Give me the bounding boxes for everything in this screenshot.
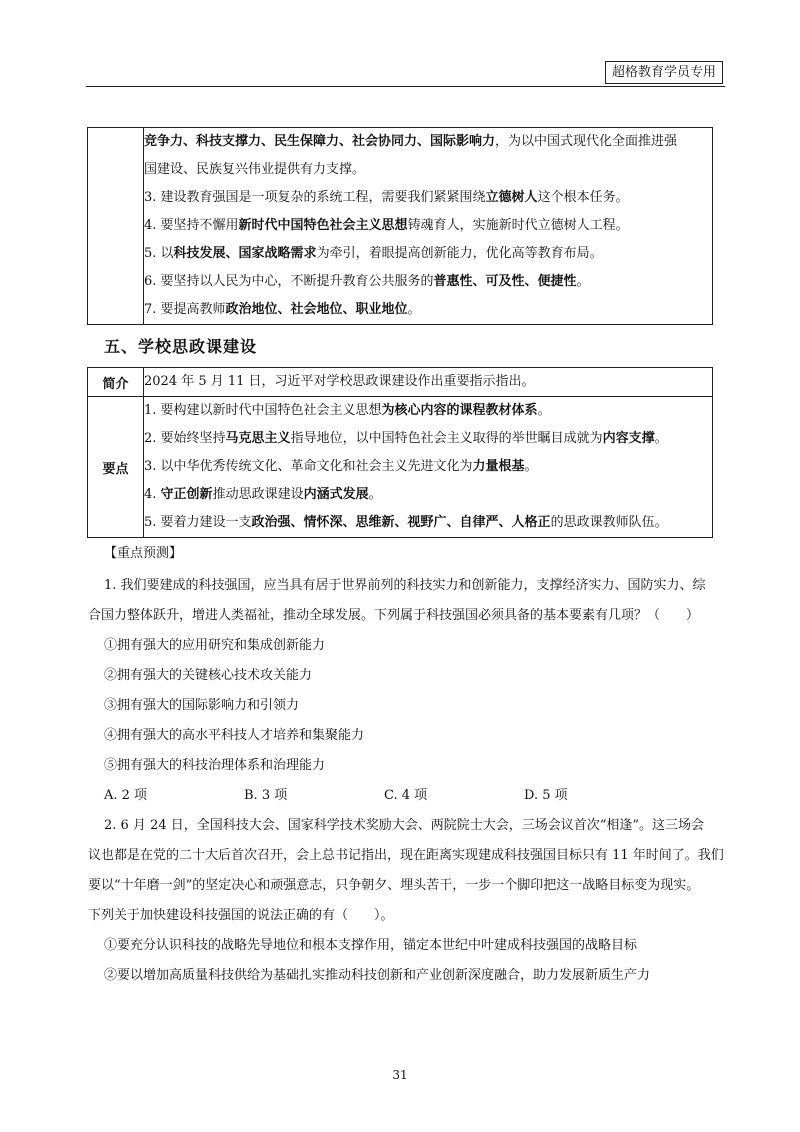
text: 推动思政课建设: [212, 487, 304, 502]
table1-content-cell: [144, 128, 713, 325]
forecast-title: 【重点预测】: [104, 546, 183, 561]
bold-text: 力量根基: [472, 459, 525, 474]
text: 3. 建设教育强国是一项复杂的系统工程，需要我们紧紧围绕: [144, 190, 486, 205]
q1-item: ①拥有强大的应用研究和集成创新能力: [104, 638, 326, 653]
bold-text: 新时代中国特色社会主义思想: [238, 218, 408, 233]
intro-label: 简介: [88, 368, 144, 397]
text: 3. 以中华优秀传统文化、革命文化和社会主义先进文化为: [144, 459, 473, 474]
table1-line: [144, 128, 712, 156]
table1-line: [144, 156, 712, 184]
q1-option-a: A. 2 项: [104, 788, 148, 803]
q1-stem-line1: 1. 我们要建成的科技强国，应当具有居于世界前列的科技实力和创新能力，支撑经济实力、国防实力、综: [104, 578, 706, 593]
text: 。: [576, 274, 590, 289]
q1-options: [88, 781, 728, 811]
bold-text: 政治地位、社会地位、职业地位: [225, 302, 408, 317]
bold-text: 普惠性、可及性、便捷性: [433, 274, 577, 289]
table1-line: [144, 184, 712, 212]
intro-text: 2024 年 5 月 11 日，习近平对学校思政课建设作出重要指示指出。: [144, 374, 535, 389]
table1-line: [144, 296, 712, 324]
question-1: [88, 571, 728, 811]
point-line: [144, 425, 712, 453]
text: 4.: [144, 487, 161, 502]
q1-item: ④拥有强大的高水平科技人才培养和集聚能力: [104, 728, 365, 743]
point-line: [144, 509, 712, 537]
ideology-course-table: [87, 367, 713, 538]
points-lines: [144, 397, 712, 537]
point-line: [144, 453, 712, 481]
bold-text: 为核心内容的课程教材体系: [381, 403, 538, 418]
bold-text: 守正创新: [160, 487, 213, 502]
bold-text: 马克思主义: [225, 431, 291, 446]
table1-line: [144, 240, 712, 268]
bold-text: 竞争力、科技支撑力、民生保障力、社会协同力、国际影响力: [144, 134, 496, 149]
text: 5. 要着力建设一支: [144, 515, 252, 530]
text: 。: [524, 459, 538, 474]
q2-stem-line2: 议也都是在党的二十大后首次召开，会上总书记指出，现在距离实现建成科技强国目标只有 11 年时间了。我们: [88, 848, 724, 863]
text: 铸魂育人，实施新时代立德树人工程。: [407, 218, 629, 233]
text: 6. 要坚持以人民为中心，不断提升教育公共服务的: [144, 274, 434, 289]
header-badge: 超格教育学员专用: [605, 61, 723, 84]
q2-item: ②要以增加高质量科技供给为基础扎实推动科技创新和产业创新深度融合，助力发展新质生产力: [104, 968, 651, 983]
q1-option-c: C. 4 项: [384, 788, 428, 803]
q1-option-b: B. 3 项: [244, 788, 288, 803]
table1-label-cell: [88, 128, 144, 325]
text: ，为以中国式现代化全面推进强: [495, 134, 678, 149]
section-title: 五、学校思政课建设: [104, 337, 258, 356]
q1-item: ③拥有强大的国际影响力和引领力: [104, 698, 300, 713]
bold-text: 立德树人: [485, 190, 538, 205]
page-number: 31: [392, 1068, 408, 1082]
q2-item: ①要充分认识科技的战略先导地位和根本支撑作用，锚定本世纪中叶建成科技强国的战略目标: [104, 938, 638, 953]
text: 国建设、民族复兴伟业提供有力支撑。: [144, 162, 366, 177]
q2-stem-line1: 2. 6 月 24 日，全国科技大会、国家科学技术奖励大会、两院院士大会，三场会议首次“相逢”。这三场会: [104, 818, 705, 833]
q2-stem-line4: 下列关于加快建设科技强国的说法正确的有（ ）。: [88, 908, 394, 923]
text: 。: [654, 431, 668, 446]
q1-item: ②拥有强大的关键核心技术攻关能力: [104, 668, 313, 683]
bold-text: 内涵式发展: [303, 487, 369, 502]
bold-text: 政治强、情怀深、思维新、视野广、自律严、人格正: [251, 515, 551, 530]
text: 7. 要提高教师: [144, 302, 226, 317]
table1-line: [144, 268, 712, 296]
bold-text: 科技发展、国家战略需求: [173, 246, 317, 261]
education-power-table: [87, 127, 713, 325]
text: 。: [407, 302, 421, 317]
text: 2. 要始终坚持: [144, 431, 226, 446]
header-rule: [86, 86, 725, 87]
text: 5. 以: [144, 246, 174, 261]
bold-text: 内容支撑: [602, 431, 655, 446]
table1-lines: [144, 128, 712, 324]
text: 的思政课教师队伍。: [550, 515, 668, 530]
text: 这个根本任务。: [537, 190, 629, 205]
text: 。: [368, 487, 382, 502]
points-label: 要点: [88, 397, 144, 538]
text: 指导地位，以中国特色社会主义取得的举世瞩目成就为: [290, 431, 603, 446]
text: 。: [537, 403, 551, 418]
text: 1. 要构建以新时代中国特色社会主义思想: [144, 403, 382, 418]
q1-stem-line2: 合国力整体跃升，增进人类福祉，推动全球发展。下列属于科技强国必须具备的基本要素有几项？（ ）: [88, 608, 700, 623]
point-line: [144, 481, 712, 509]
point-line: [144, 397, 712, 425]
table1-line: [144, 212, 712, 240]
text: 4. 要坚持不懈用: [144, 218, 239, 233]
q1-item: ⑤拥有强大的科技治理体系和治理能力: [104, 758, 326, 773]
q1-option-d: D. 5 项: [524, 788, 568, 803]
text: 为牵引，着眼提高创新能力，优化高等教育布局。: [316, 246, 603, 261]
question-2: [88, 811, 728, 991]
q2-stem-line3: 要以“十年磨一剑”的坚定决心和顽强意志，只争朝夕、埋头苦干，一步一个脚印把这一战略目标变为现实。: [88, 878, 700, 893]
